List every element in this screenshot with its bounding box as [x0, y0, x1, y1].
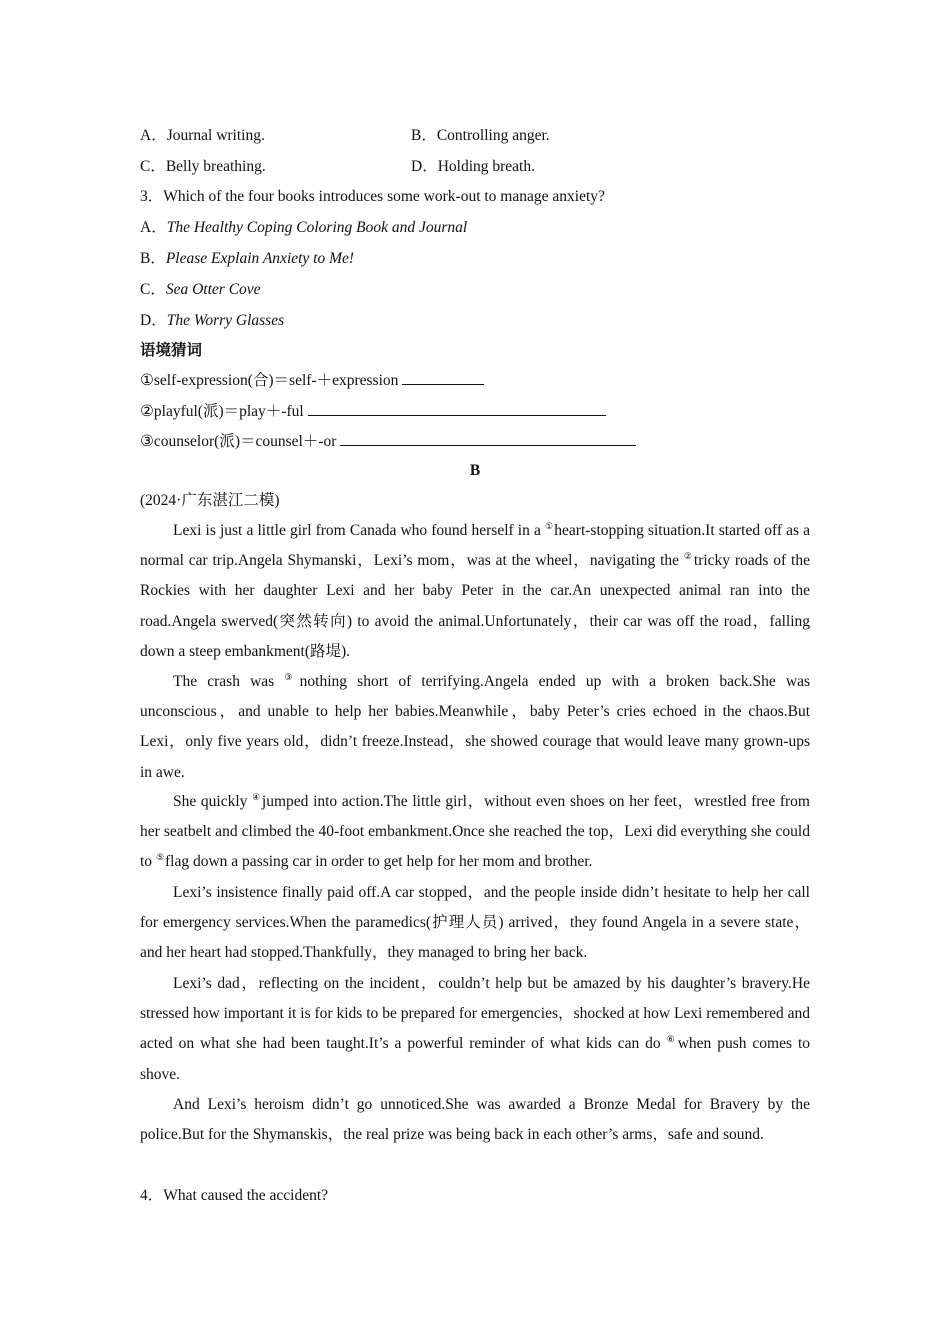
- vocab-item-3-text: ③counselor(派)＝counsel＋-or: [140, 433, 337, 450]
- passage-paragraph-6: And Lexi’s heroism didn’t go unnoticed.She was awarded a Bronze Medal for Bravery by the police.But for the Shymanskis，the real prize was being back in each other’s arms，safe and sound.: [140, 1096, 810, 1144]
- option-3d-label: D．: [140, 312, 167, 329]
- p3-text-b: jumped into action.The little girl，without even shoes on her feet，wrestled free from her seatbelt and climbed the 40-foot embankment.Once she reached the top，Lexi did everything she could to: [140, 793, 810, 871]
- p1-text-b: heart-stopping situation.It started off as a normal car trip.Angela Shymanski，Lexi’s mom，was at the wheel，navigating the: [140, 522, 810, 570]
- passage-paragraph-5: [140, 969, 810, 1090]
- marker-1: ①: [544, 521, 554, 531]
- passage-paragraph-2: [140, 667, 810, 788]
- option-3d-title: The Worry Glasses: [166, 312, 285, 329]
- vocab-item-1: [140, 370, 484, 391]
- p1-text-c: tricky roads of the Rockies with her daughter Lexi and her baby Peter in the car.An unexpected animal ran into the road.Angela swerved(突然转向) to avoid the animal.Unfortunately，their car was off the road，falling down a steep embankment(路堤).: [140, 552, 810, 660]
- p2-text-a: The crash was: [173, 673, 285, 690]
- option-3a-label: A．: [140, 219, 167, 236]
- p5-text-a: Lexi’s dad，reflecting on the incident，couldn’t help but be amazed by his daughter’s bravery.He stressed how important it is for kids to be prepared for emergencies，shocked at how Lexi remembered and acted on what she had been taught.It’s a powerful reminder of what kids can do: [140, 975, 810, 1053]
- question-3-stem: 3．Which of the four books introduces some work-out to manage anxiety?: [140, 188, 605, 205]
- marker-6: ⑥: [666, 1034, 677, 1045]
- p2-text-b: nothing short of terrifying.Angela ended up with a broken back.She was unconscious，and unable to help her babies.Meanwhile，baby Peter’s cries echoed in the chaos.But Lexi，only five years old，didn’t freeze.Instead，she showed courage that would leave many grown-ups in awe.: [140, 673, 810, 781]
- option-2d: D．Holding breath.: [411, 158, 535, 175]
- option-2a: A．Journal writing.: [140, 127, 265, 144]
- section-letter: B: [469, 462, 481, 479]
- p3-text-a: She quickly: [173, 793, 253, 810]
- option-3c-label: C．: [140, 281, 166, 298]
- option-3b: [140, 249, 354, 269]
- vocab-item-2: [140, 401, 606, 422]
- option-3d: [140, 311, 284, 331]
- option-3a-title: The Healthy Coping Coloring Book and Journal: [166, 219, 468, 236]
- option-3c: [140, 280, 261, 300]
- option-2c: C．Belly breathing.: [140, 158, 266, 175]
- vocab-blank-1[interactable]: [402, 370, 484, 385]
- option-2b: B．Controlling anger.: [411, 127, 550, 144]
- option-3a: [140, 218, 467, 238]
- vocab-heading: 语境猜词: [140, 342, 203, 359]
- vocab-item-3: [140, 431, 636, 452]
- p3-text-c: flag down a passing car in order to get help for her mom and brother.: [165, 853, 593, 871]
- passage-source: (2024·广东湛江二模): [140, 492, 280, 509]
- option-3b-title: Please Explain Anxiety to Me!: [165, 250, 355, 267]
- vocab-blank-2[interactable]: [308, 401, 606, 416]
- passage-paragraph-4: Lexi’s insistence finally paid off.A car stopped，and the people inside didn’t hesitate to help her call for emergency services.When the paramedics(护理人员) arrived，they found Angela in a severe state，and her heart had stopped.Thankfully，they managed to bring her back.: [140, 884, 810, 962]
- vocab-blank-3[interactable]: [340, 431, 636, 446]
- option-3b-label: B．: [140, 250, 166, 267]
- marker-4: ④: [252, 792, 261, 802]
- passage-paragraph-1: [140, 516, 810, 667]
- marker-2: ②: [683, 551, 693, 562]
- passage-paragraph-3: [140, 787, 810, 878]
- marker-3: ③: [284, 672, 299, 682]
- vocab-item-1-text: ①self-expression(合)＝self-＋expression: [140, 372, 399, 389]
- vocab-item-2-text: ②playful(派)＝play＋-ful: [140, 403, 304, 420]
- p5-text-b: when push comes to shove.: [140, 1035, 811, 1083]
- p1-text-a: Lexi is just a little girl from Canada who found herself in a: [173, 522, 545, 539]
- question-4-stem: 4．What caused the accident?: [140, 1187, 329, 1204]
- marker-5: ⑤: [155, 852, 165, 863]
- option-3c-title: Sea Otter Cove: [165, 281, 261, 298]
